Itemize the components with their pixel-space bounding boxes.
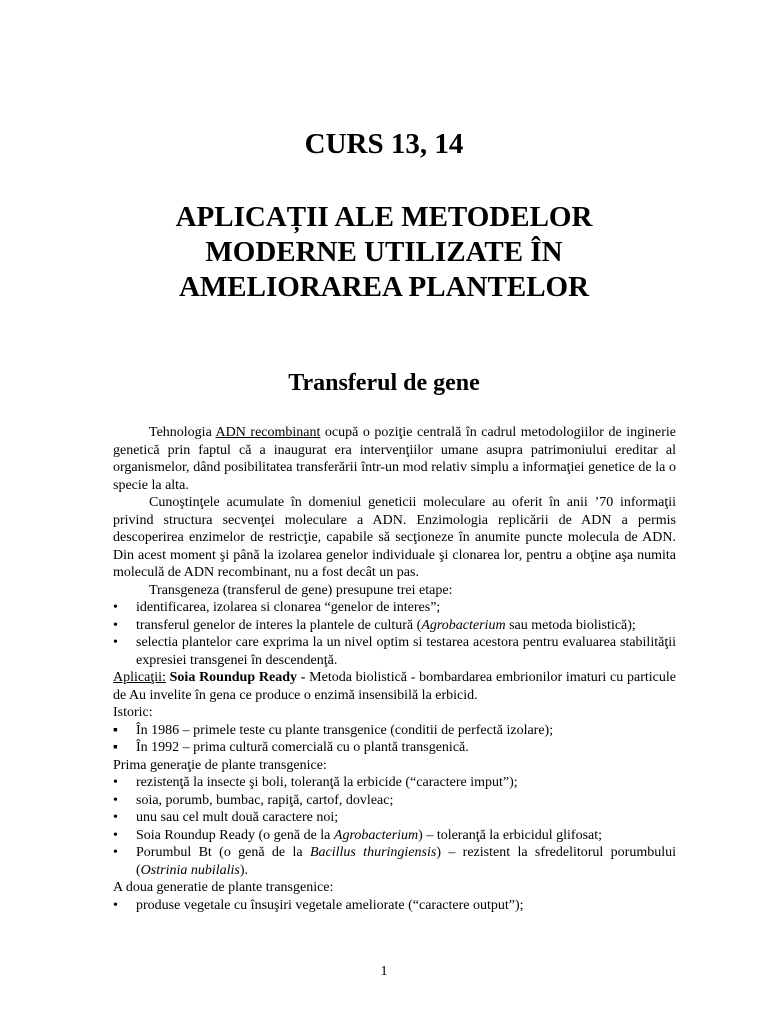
- stages-list: [113, 599, 676, 669]
- italic-term: Agrobacterium: [421, 617, 506, 633]
- list-item-text: ) – toleranţă la erbicidul glifosat;: [418, 827, 603, 843]
- paragraph-transgeneza: Transgeneza (transferul de gene) presupune trei etape:: [149, 582, 453, 598]
- list-item-text: În 1992 – prima cultură comercială cu o plantă transgenică.: [136, 740, 469, 755]
- bullet: •: [113, 827, 118, 843]
- bullet: •: [113, 617, 118, 633]
- applications-paragraph: [113, 669, 676, 704]
- bullet: •: [113, 845, 118, 860]
- section-title: Transferul de gene: [288, 370, 480, 396]
- second-generation-label: A doua generatie de plante transgenice:: [113, 880, 334, 895]
- list-item-text: Soia Roundup Ready (o genă de la: [136, 827, 334, 843]
- list-item-text: ) – rezistent la sfredelitorul porumbului (: [136, 845, 676, 878]
- soia-roundup-ready-label: Soia Roundup Ready -: [165, 670, 306, 685]
- applications-label: Aplicaţii:: [113, 670, 166, 685]
- paragraph-genetica-moleculara: Cunoştinţele acumulate în domeniul geneticii moleculare au oferit în anii ’70 informaţii privind structura secvenţei moleculare a ADN. Enzimologia replicării de ADN a permis descoperirea enzimelor de restricţie, capabile să secţioneze în anumite puncte molecula de ADN. Din acest moment şi până la izolarea genelor individuale şi clonarea lor, pentru a obţine aşa numita moleculă de ADN recombinant, nu a fost decât un pas.: [113, 495, 676, 580]
- list-item: [113, 739, 676, 757]
- second-generation-list: [113, 897, 676, 915]
- italic-term: Agrobacterium: [333, 827, 419, 843]
- italic-term: Bacillus thuringiensis: [309, 845, 437, 860]
- list-item: [113, 617, 676, 635]
- applications-text: Metoda biolistică - bombardarea embrionilor imaturi cu particule de Au invelite în gena ce produce o enzimă insensibilă la erbicid.: [113, 670, 676, 703]
- list-item: [113, 722, 676, 740]
- list-item-text: transferul genelor de interes la plantele de cultură (: [136, 617, 422, 633]
- list-item-text: soia, porumb, bumbac, rapiţă, cartof, dovleac;: [136, 792, 394, 808]
- list-item: [113, 774, 676, 792]
- list-item: [113, 809, 676, 827]
- list-item-text: Porumbul Bt (o genă de la: [136, 845, 310, 860]
- main-title: [0, 200, 768, 305]
- list-item: [113, 897, 676, 915]
- adn-recombinant-link[interactable]: ADN recombinant: [215, 425, 321, 440]
- list-item-text: În 1986 – primele teste cu plante transgenice (conditii de perfectă izolare);: [136, 722, 554, 738]
- list-item-text: rezistenţă la insecte şi boli, toleranţă la erbicide (“caractere imput”);: [136, 775, 518, 790]
- list-item-text: unu sau cel mult două caractere noi;: [136, 810, 339, 825]
- list-item-text: sau metoda biolistică);: [505, 617, 636, 633]
- square-bullet: ▪: [113, 722, 118, 738]
- list-item-text: produse vegetale cu însuşiri vegetale ameliorate (“caractere output”);: [136, 897, 524, 913]
- bullet: •: [113, 792, 118, 808]
- list-item-text: selectia plantelor care exprima la un nivel optim si testarea acestora pentru evaluarea stabilităţii expresiei transgenei în descendenţă.: [136, 635, 676, 668]
- list-item: [113, 599, 676, 617]
- bullet: •: [113, 775, 118, 790]
- page-number: 1: [380, 964, 388, 979]
- main-title-line: AMELIORAREA PLANTELOR: [178, 271, 590, 303]
- bullet: •: [113, 635, 118, 650]
- main-title-line: APLICAȚII ALE METODELOR: [175, 201, 593, 233]
- list-item-text: identificarea, izolarea si clonarea “genelor de interes”;: [136, 600, 441, 615]
- text-span: ocupă o poziţie centrală în cadrul metodologiilor de inginerie genetică prin faptul că a inaugurat era intervenţiilor umane asupra patrimoniului ereditar al organismelor, dând posibilitatea transferării într-un mod relativ simplu a informaţiei genetice de la o specie la alta.: [113, 425, 676, 493]
- course-title: CURS 13, 14: [304, 128, 464, 160]
- square-bullet: ▪: [113, 740, 118, 755]
- main-title-line: MODERNE UTILIZATE ÎN: [205, 236, 563, 268]
- list-item: [113, 634, 676, 669]
- list-item-text: ).: [239, 862, 249, 878]
- paragraph-adn-recombinant: [113, 424, 676, 494]
- history-label: Istoric:: [113, 705, 153, 720]
- text-span: Tehnologia: [149, 425, 216, 440]
- bullet: •: [113, 897, 118, 913]
- list-item: [113, 792, 676, 810]
- bullet: •: [113, 810, 118, 825]
- bullet: •: [113, 600, 118, 615]
- italic-term: Ostrinia nubilalis: [140, 862, 240, 878]
- list-item: [113, 827, 676, 845]
- first-generation-label: Prima generaţie de plante transgenice:: [113, 757, 327, 773]
- first-generation-list: [113, 774, 676, 879]
- list-item: [113, 844, 676, 879]
- history-list: [113, 722, 676, 757]
- body-text: [113, 424, 676, 914]
